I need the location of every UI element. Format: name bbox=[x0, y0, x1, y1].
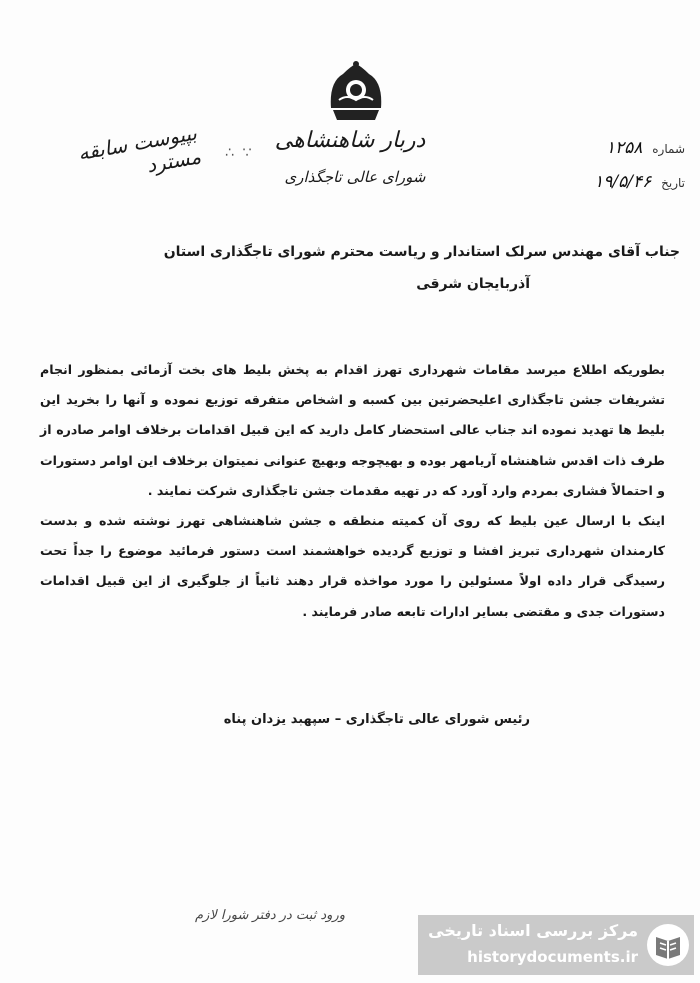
addressee-line-1: جناب آقای مهندس سرلک استاندار و ریاست محترم شورای تاجگذاری استان bbox=[163, 244, 680, 260]
page-subtitle: شورای عالی تاجگذاری bbox=[284, 168, 426, 186]
handwritten-margin-note: بپیوست سابقه مسترد bbox=[76, 120, 203, 178]
document-date bbox=[560, 172, 685, 192]
body-paragraph-2: اینک با ارسال عین بلیط که روی آن کمیته منطقه ه جشن شاهنشاهی تهرز نوشته شده و بدست کارمندان شهرداری تبریز افشا و توزیع گردیده خواهشمند است دستور فرمائید موضوع را جداً تحت رسیدگی قرار داده اولاً مسئولین را مورد مواخذه قرار دهند ثانیاً از جلوگیری از این قبیل اقدامات دستورات جدی و مقتضی بسایر ادارات تابعه صادر فرمایند . bbox=[40, 513, 665, 619]
watermark bbox=[418, 915, 694, 975]
handwritten-bottom-note: ورود ثبت در دفتر شورا لازم bbox=[195, 908, 345, 923]
decorative-dots: ∴ ∵ bbox=[225, 145, 254, 161]
number-label: شماره bbox=[652, 142, 685, 156]
watermark-url: historydocuments.ir bbox=[467, 948, 638, 966]
letter-body bbox=[40, 355, 665, 627]
page-title: دربار شاهنشاهی bbox=[274, 128, 426, 153]
date-label: تاریخ bbox=[661, 176, 685, 190]
date-value: ۱۹/۵/۴۶ bbox=[594, 172, 652, 192]
signature-line: رئیس شورای عالی تاجگذاری – سپهبد یزدان پناه bbox=[223, 712, 530, 727]
addressee-line-2: آذربایجان شرقی bbox=[416, 276, 530, 292]
watermark-name: مرکز بررسی اسناد تاریخی bbox=[428, 921, 638, 940]
book-logo-icon bbox=[646, 923, 690, 967]
royal-crown-emblem-icon bbox=[325, 60, 387, 130]
document-number bbox=[560, 138, 685, 158]
body-paragraph-1: بطوریکه اطلاع میرسد مقامات شهرداری تهرز اقدام به پخش بلیط های بخت آزمائی بمنظور انجام تشریفات جشن تاجگذاری اعلیحضرتین بین کسبه و اشخاص متفرقه توزیع نموده و آنها را بخرید این بلیط ها تهدید نموده اند جناب عالی استحضار کامل دارید که این قبیل اقدامات برخلاف اوامر صادره از طرف ذات اقدس شاهنشاه آریامهر بوده و بهیچوجه وبهیچ عنوانی نمیتوان برخلاف این اوامر دستورات و احتمالاً فشاری بمردم وارد آورد که در تهیه مقدمات جشن تاجگذاری شرکت نمایند . bbox=[40, 362, 665, 498]
number-value: ۱۲۵۸ bbox=[605, 138, 643, 158]
